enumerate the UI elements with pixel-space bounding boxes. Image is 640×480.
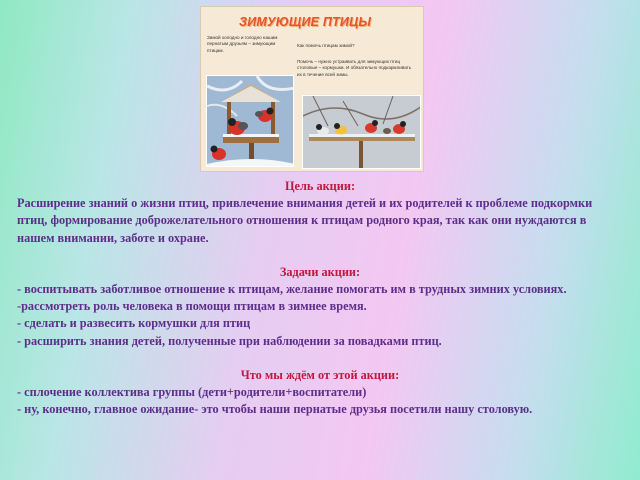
action-description bbox=[17, 178, 623, 418]
goal-heading: Цель акции: bbox=[284, 179, 356, 193]
tasks-heading: Задачи акции: bbox=[279, 264, 361, 279]
birds-on-feeder-photo bbox=[302, 95, 421, 169]
goal-text: Расширение знаний о жизни птиц, привлечение внимания детей и их родителей к проблеме подкормки птиц, формирование доброжелательного отношения к птицам родного края, так как они нуждаются в нашем внимании, заботе и охране. bbox=[17, 196, 593, 245]
poster-text-left: Зимой холодно и голодно нашим пернатым друзьям – зимующим птицам. bbox=[207, 35, 278, 53]
poster-text-answer: Помочь – нужно устраивать для зимующих птиц столовые – кормушки. И обязательно подкармливать их в течение всей зимы. bbox=[297, 59, 412, 77]
task-item: -рассмотреть роль человека в помощи птицам в зимнее время. bbox=[17, 299, 367, 314]
poster-title: ЗИМУЮЩИЕ ПТИЦЫ bbox=[239, 15, 372, 29]
winter-birds-poster-image bbox=[200, 6, 424, 172]
expectations-heading: Что мы ждём от этой акции: bbox=[240, 367, 400, 382]
task-item: - расширить знания детей, полученные при наблюдении за повадками птиц. bbox=[17, 333, 442, 348]
task-item: - воспитывать заботливое отношение к птицам, желание помогать им в трудных зимних условиях. bbox=[17, 282, 567, 297]
expectation-item: - сплочение коллектива группы (дети+родители+воспитатели) bbox=[17, 385, 367, 400]
expectation-item: - ну, конечно, главное ожидание- это чтобы наши пернатые друзья посетили нашу столовую. bbox=[17, 402, 533, 417]
task-item: - сделать и развесить кормушки для птиц bbox=[17, 316, 251, 331]
bullfinch-feeder-photo bbox=[206, 75, 294, 167]
poster-text-question: Как помочь птицам зимой? bbox=[297, 43, 355, 48]
